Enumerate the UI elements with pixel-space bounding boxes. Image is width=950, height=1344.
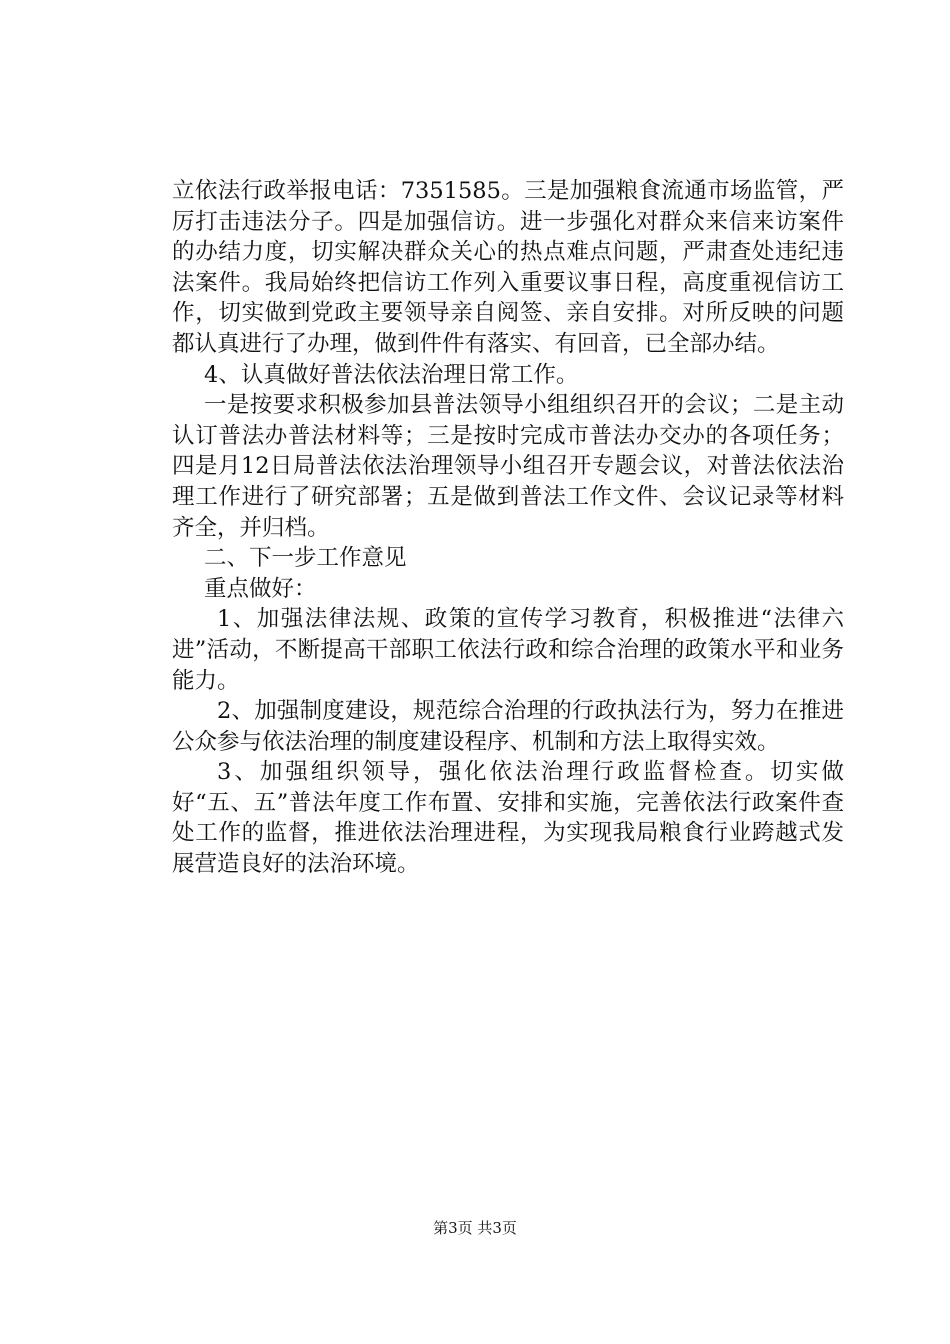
paragraph-popularization-work: 一是按要求积极参加县普法领导小组组织召开的会议；二是主动认订普法办普法材料等；三是按时完成市普法办交办的各项任务；四是月12日局普法依法治理领导小组召开专题会议，对普法依法治理工作进行了研究部署；五是做到普法工作文件、会议记录等材料齐全，并归档。 [172,392,844,541]
paragraph-continuation: 立依法行政举报电话：7351585。三是加强粮食流通市场监管，严厉打击违法分子。四是加强信访。进一步强化对群众来信来访案件的办结力度，切实解决群众关心的热点难点问题，严肃查处违纪违法案件。我局始终把信访工作列入重要议事日程，高度重视信访工作，切实做到党政主要领导亲自阅签、亲自安排。对所反映的问题都认真进行了办理，做到件件有落实、有回音，已全部办结。 [172,178,844,357]
list-item-3: 3、加强组织领导，强化依法治理行政监督检查。切实做好“五、五”普法年度工作布置、安排和实施，完善依法行政案件查处工作的监督，推进依法治理进程，为实现我局粮食行业跨越式发展营造良好的法治环境。 [172,759,844,878]
paragraph-focus-intro: 重点做好： [204,575,317,602]
section-heading-4: 4、认真做好普法依法治理日常工作。 [204,361,579,388]
section-heading-next-steps: 二、下一步工作意见 [204,545,407,572]
list-item-2: 2、加强制度建设，规范综合治理的行政执法行为，努力在推进公众参与依法治理的制度建设程序、机制和方法上取得实效。 [172,698,844,755]
page-number-footer: 第3页 共3页 [433,1219,517,1237]
list-item-1: 1、加强法律法规、政策的宣传学习教育，积极推进“法律六进”活动，不断提高干部职工依法行政和综合治理的政策水平和业务能力。 [172,606,844,694]
document-body [172,176,844,880]
